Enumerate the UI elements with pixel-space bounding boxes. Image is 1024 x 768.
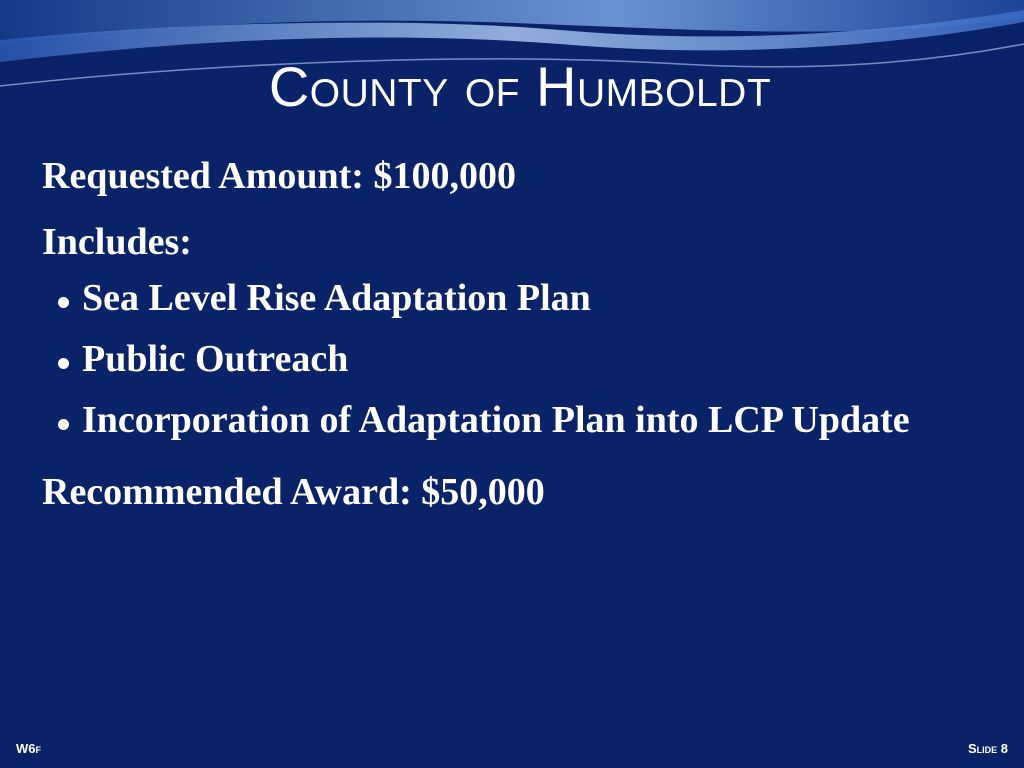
bullet-icon [58,419,69,430]
list-item [42,332,982,387]
slide-body [42,154,982,516]
includes-list [42,271,982,448]
requested-amount: Requested Amount: $100,000 [42,155,516,197]
list-item-text: Incorporation of Adaptation Plan into LCP Update [82,399,910,442]
slide-title: County of Humboldt [268,55,772,118]
list-item-text: Sea Level Rise Adaptation Plan [82,277,591,320]
list-item [42,271,982,326]
footer-item-code: W6f [16,741,41,756]
list-item [42,393,982,448]
bullet-icon [58,297,69,308]
bullet-icon [58,358,69,369]
slide-number: Slide 8 [967,741,1008,756]
recommended-award: Recommended Award: $50,000 [42,471,545,514]
includes-label: Includes: [42,220,192,263]
list-item-text: Public Outreach [82,338,349,381]
